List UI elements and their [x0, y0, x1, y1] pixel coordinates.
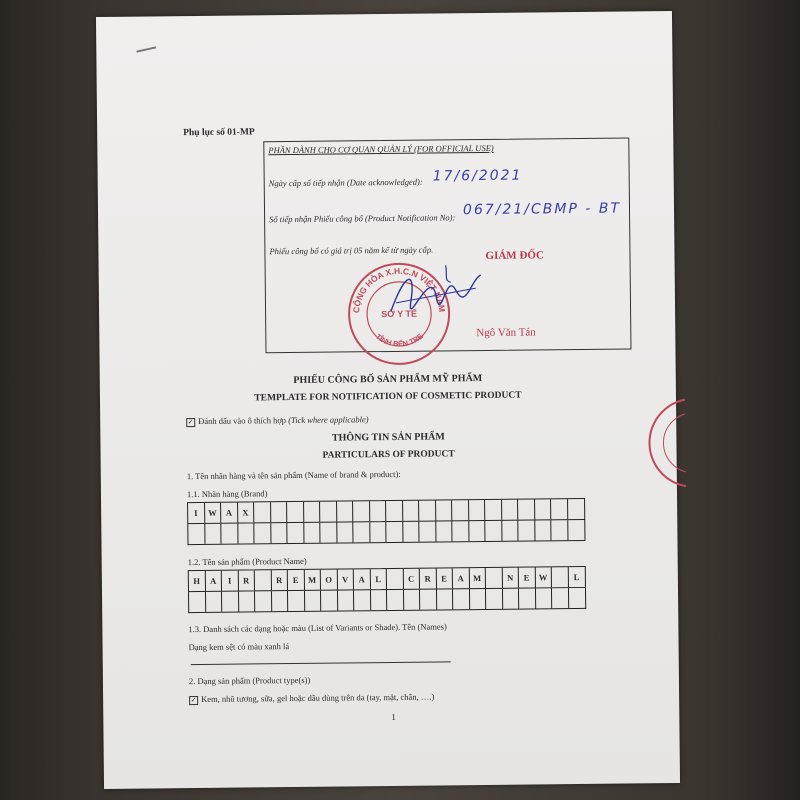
brand-letter-cell	[271, 502, 288, 522]
product-empty-cell	[271, 591, 288, 611]
product-letter-cell	[255, 570, 272, 590]
product-letter-cell: L	[370, 569, 387, 589]
brand-letter-cell	[304, 502, 321, 522]
form-title-en: TEMPLATE FOR NOTIFICATION OF COSMETIC PRODUCT	[254, 390, 522, 404]
product-empty-cell	[552, 588, 569, 608]
brand-letter-cell	[254, 502, 271, 522]
brand-empty-cell	[238, 523, 255, 543]
product-empty-cell	[469, 589, 486, 609]
brand-empty-cell	[535, 520, 552, 540]
brand-empty-cell	[469, 521, 486, 541]
brand-letter-cell	[452, 500, 469, 520]
brand-letter-cell	[535, 499, 552, 519]
product-empty-cell	[354, 590, 371, 610]
brand-letter-cell: W	[205, 503, 222, 523]
brand-empty-cell	[304, 523, 321, 543]
brand-empty-cell	[502, 521, 519, 541]
seal-text-top: CỘNG HÒA X.H.C.N VIỆT NAM	[351, 265, 448, 314]
brand-letter-cell	[320, 502, 337, 522]
staple	[136, 46, 156, 52]
product-letter-cell: O	[321, 570, 338, 590]
product-empty-cell	[222, 592, 239, 612]
product-letter-cell: E	[288, 570, 305, 590]
form-title-vi: PHIẾU CÔNG BỐ SẢN PHẨM MỸ PHẨM	[293, 373, 483, 386]
brand-letter-cell: X	[238, 502, 255, 522]
product-empty-cell	[370, 590, 387, 610]
product-letter-cell: A	[453, 568, 470, 588]
product-empty-cell	[321, 591, 338, 611]
brand-letter-cell	[353, 501, 370, 521]
product-letter-cell: M	[469, 568, 486, 588]
product-empty-cell	[337, 590, 354, 610]
product-empty-cell	[453, 589, 470, 609]
product-letter-cell	[387, 569, 404, 589]
brand-letter-cell	[403, 501, 420, 521]
product-empty-cell	[502, 589, 519, 609]
product-letter-cell: M	[304, 570, 321, 590]
brand-letter-cell	[386, 501, 403, 521]
section-title-vi: THÔNG TIN SẢN PHẨM	[331, 431, 445, 444]
variants-value: Dạng kem sệt có màu xanh lá	[188, 641, 290, 653]
product-letter-cell: R	[271, 570, 288, 590]
product-letter-cell: A	[354, 569, 371, 589]
notification-number-value: 067/21/CBMP - BT	[462, 200, 622, 219]
product-empty-cell	[568, 588, 585, 608]
product-letter-grid-row2	[188, 588, 586, 613]
brand-empty-cell	[353, 522, 370, 542]
product-empty-cell	[420, 590, 437, 610]
brand-empty-cell	[419, 522, 436, 542]
product-letter-cell	[486, 568, 503, 588]
brand-empty-cell	[518, 520, 535, 540]
question-1-3: 1.3. Danh sách các dạng hoặc màu (List of Variants or Shade). Tên (Names)	[188, 621, 447, 635]
brand-empty-cell	[337, 522, 354, 542]
brand-empty-cell	[320, 523, 337, 543]
side-seal-stamp	[645, 393, 686, 493]
tick-note-en: (Tick where applicable)	[288, 414, 369, 426]
brand-letter-cell	[502, 500, 519, 520]
brand-empty-cell	[485, 521, 502, 541]
product-empty-cell	[436, 589, 453, 609]
product-letter-cell: A	[205, 571, 222, 591]
product-empty-cell	[205, 592, 222, 612]
product-letter-cell: V	[337, 569, 354, 589]
product-letter-cell: E	[436, 568, 453, 588]
brand-empty-cell	[370, 522, 387, 542]
product-letter-cell: C	[403, 569, 420, 589]
product-letter-cell: H	[189, 571, 206, 591]
product-letter-cell: E	[519, 567, 536, 587]
date-acknowledged-value: 17/6/2021	[432, 167, 523, 185]
brand-letter-cell	[518, 499, 535, 519]
brand-empty-cell	[403, 522, 420, 542]
brand-empty-cell	[436, 521, 453, 541]
brand-empty-cell	[568, 520, 585, 540]
brand-empty-cell	[205, 524, 222, 544]
product-empty-cell	[304, 591, 321, 611]
product-empty-cell	[238, 591, 255, 611]
appendix-label: Phụ lục số 01-MP	[183, 127, 255, 139]
checked-box-icon: ✓	[190, 695, 197, 704]
brand-letter-cell	[436, 500, 453, 520]
director-title: GIÁM ĐỐC	[485, 249, 544, 262]
brand-letter-cell	[337, 501, 354, 521]
question-1-1: 1.1. Nhãn hàng (Brand)	[186, 488, 268, 500]
product-empty-cell	[255, 591, 272, 611]
brand-empty-cell	[386, 522, 403, 542]
director-name: Ngô Văn Tán	[476, 326, 536, 340]
seal-text-center: SỞ Y TẾ	[381, 308, 418, 320]
brand-empty-cell	[254, 523, 271, 543]
product-letter-cell: L	[573, 572, 580, 583]
brand-empty-cell	[287, 523, 304, 543]
official-use-box	[263, 137, 631, 353]
brand-empty-cell	[188, 524, 205, 544]
brand-letter-cell	[287, 502, 304, 522]
brand-empty-cell	[271, 523, 288, 543]
brand-letter-cell	[485, 500, 502, 520]
product-letter-cell: N	[502, 568, 519, 588]
brand-empty-cell	[221, 524, 238, 544]
tick-instruction	[186, 414, 368, 426]
product-empty-cell	[189, 592, 206, 612]
document-page	[96, 11, 680, 789]
product-letter-cell: I	[222, 571, 239, 591]
product-letter-cell: R	[238, 570, 255, 590]
brand-letter-cell	[568, 499, 585, 519]
product-letter-cell	[552, 567, 569, 587]
svg-text:TỈNH BẾN TRE	[374, 331, 425, 348]
brand-letter-cell	[419, 501, 436, 521]
brand-letter-cell	[469, 500, 486, 520]
brand-letter-cell: I	[188, 503, 205, 523]
brand-letter-grid-row2	[187, 520, 585, 545]
product-empty-cell	[288, 591, 305, 611]
official-use-title: PHẦN DÀNH CHO CƠ QUAN QUẢN LÝ (FOR OFFICIAL USE)	[268, 142, 494, 156]
seal-text-bottom: TỈNH BẾN TRE	[373, 331, 425, 349]
variants-underline	[191, 661, 451, 665]
section-title-en: PARTICULARS OF PRODUCT	[322, 449, 455, 461]
validity-note: Phiếu công bố có giá trị 05 năm kể từ ngày cấp.	[269, 244, 434, 257]
page-number: 1	[391, 711, 396, 722]
product-letter-cell: R	[420, 569, 437, 589]
date-acknowledged-label: Ngày cấp số tiếp nhận (Date acknowledged):	[268, 176, 423, 189]
product-empty-cell	[519, 588, 536, 608]
product-empty-cell	[486, 589, 503, 609]
question-2: 2. Dạng sản phẩm (Product type(s))	[188, 674, 311, 687]
notification-number-label: Số tiếp nhận Phiếu công bố (Product Notification No):	[269, 212, 456, 225]
brand-empty-cell	[551, 520, 568, 540]
product-empty-cell	[403, 590, 420, 610]
product-empty-cell	[535, 588, 552, 608]
tick-note-vi: Đánh dấu vào ô thích hợp	[198, 415, 287, 426]
question-1-2: 1.2. Tên sản phẩm (Product Name)	[187, 555, 307, 568]
brand-empty-cell	[452, 521, 469, 541]
question-1: 1. Tên nhãn hàng và tên sản phẩm (Name of brand & product):	[186, 468, 401, 482]
product-empty-cell	[387, 590, 404, 610]
director-signature	[386, 260, 487, 321]
checked-box-icon: ✓	[187, 417, 194, 426]
question-2-option-label: Kem, nhũ tương, sữa, gel hoặc dầu dùng trên da (tay, mặt, chân, ….)	[201, 691, 435, 704]
brand-letter-cell	[551, 499, 568, 519]
brand-letter-cell: A	[221, 503, 238, 523]
product-letter-cell: W	[535, 567, 552, 587]
brand-letter-cell	[370, 501, 387, 521]
question-2-option	[189, 692, 434, 705]
